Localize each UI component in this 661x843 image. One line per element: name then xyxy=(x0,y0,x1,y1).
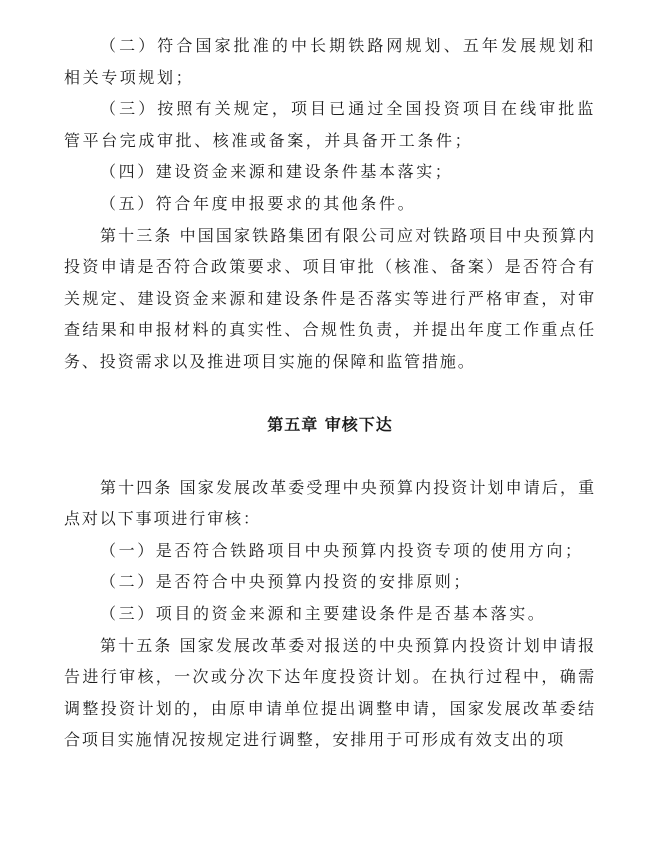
paragraph-review-item-3: （三）项目的资金来源和主要建设条件是否基本落实。 xyxy=(100,603,547,623)
chapter-title: 第五章 审核下达 xyxy=(267,414,393,434)
paragraph-item-4: （四）建设资金来源和建设条件基本落实； xyxy=(100,162,454,182)
paragraph-review-item-1: （一）是否符合铁路项目中央预算内投资专项的使用方向； xyxy=(100,540,584,560)
paragraph-article-15: 第十五条 国家发展改革委对报送的中央预算内投资计划申请报告进行审核，一次或分次下达年度投资计划。在执行过程中，确需调整投资计划的，由原申请单位提出调整申请，国家发展改革委结合项目实施情况按规定进行调整，安排用于可形成有效支出的项 xyxy=(64,635,596,750)
paragraph-article-14: 第十四条 国家发展改革委受理中央预算内投资计划申请后，重点对以下事项进行审核： xyxy=(64,477,596,529)
paragraph-article-13: 第十三条 中国国家铁路集团有限公司应对铁路项目中央预算内投资申请是否符合政策要求、项目审批（核准、备案）是否符合有关规定、建设资金来源和建设条件是否落实等进行严格审查，对审查结果和申报材料的真实性、合规性负责，并提出年度工作重点任务、投资需求以及推进项目实施的保障和监管措施。 xyxy=(64,225,596,371)
paragraph-item-3: （三）按照有关规定，项目已通过全国投资项目在线审批监管平台完成审批、核准或备案，并具备开工条件； xyxy=(64,99,596,150)
paragraph-item-2: （二）符合国家批准的中长期铁路网规划、五年发展规划和相关专项规划； xyxy=(64,36,596,87)
document-page xyxy=(64,30,596,756)
paragraph-item-5: （五）符合年度申报要求的其他条件。 xyxy=(100,193,417,213)
paragraph-review-item-2: （二）是否符合中央预算内投资的安排原则； xyxy=(100,572,473,592)
